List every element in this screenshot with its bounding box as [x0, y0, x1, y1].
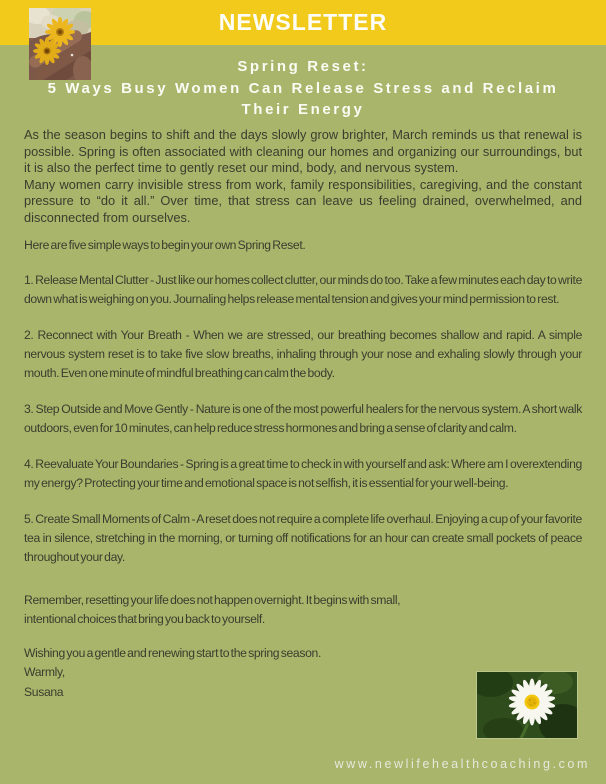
article-body — [24, 127, 582, 702]
lead-paragraph: Here are five simple ways to begin your own Spring Reset. — [24, 238, 306, 252]
website-link[interactable]: www.newlifehealthcoaching.com — [334, 757, 590, 771]
tip-paragraph-4: 4. Reevaluate Your Boundaries - Spring is a great time to check in with yourself and ask: Where am I overextending my energy? Protecting your time and emotional space is not selfish, it is essential for your well-being. — [24, 457, 582, 490]
daisy-photo-graphic — [477, 672, 577, 738]
intro-paragraph-2: Many women carry invisible stress from work, family responsibilities, caregiving, and the constant pressure to “do it all.” Over time, that stress can leave us feeling drained, overwhelmed, and disconnected from ourselves. — [24, 176, 582, 225]
newsletter-heading: NEWSLETTER — [218, 9, 388, 35]
wishing-line: Wishing you a gentle and renewing start to the spring season. — [24, 646, 321, 660]
tip-paragraph-5: 5. Create Small Moments of Calm - A reset does not require a complete life overhaul. Enjoying a cup of your favorite tea in silence, stretching in the morning, or turning off notifications for an hour can create small pockets of peace throughout your day. — [24, 512, 582, 564]
closing-paragraph — [24, 591, 464, 628]
intro-paragraph-1: As the season begins to shift and the days slowly grow brighter, March reminds us that renewal is possible. Spring is often associated with cleaning our homes and organizing our surroundings, but it is also the perfect time to gently reset our mind, body, and nervous system. — [24, 127, 582, 175]
article-title-line-1: Spring Reset: — [237, 58, 369, 75]
wildflowers-photo-graphic — [29, 8, 91, 80]
signature-line: Susana — [24, 684, 64, 699]
signoff-line: Warmly, — [24, 665, 65, 679]
closing-line-2: intentional choices that bring you back to yourself. — [24, 611, 265, 626]
tip-paragraph-3: 3. Step Outside and Move Gently - Nature is one of the most powerful healers for the nervous system. A short walk outdoors, even for 10 minutes, can help reduce stress hormones and bring a sense of clarity and calm. — [24, 402, 582, 435]
article-title-line-3: Their Energy — [241, 101, 365, 118]
tip-paragraph-1: 1. Release Mental Clutter - Just like our homes collect clutter, our minds do too. Take a few minutes each day to write down what is weighing on you. Journaling helps release mental tension and gives your mind permission to rest. — [24, 273, 582, 306]
tip-paragraph-2: 2. Reconnect with Your Breath - When we are stressed, our breathing becomes shallow and rapid. A simple nervous system reset is to take five slow breaths, inhaling through your nose and exhaling slowly through your mouth. Even one minute of mindful breathing can calm the body. — [24, 328, 582, 380]
article-title-line-2: 5 Ways Busy Women Can Release Stress and Reclaim — [47, 79, 559, 97]
hand-holding-yellow-wildflowers-photo — [29, 8, 91, 80]
white-daisy-photo — [477, 672, 577, 738]
closing-line-1: Remember, resetting your life does not happen overnight. It begins with small, — [24, 593, 401, 607]
